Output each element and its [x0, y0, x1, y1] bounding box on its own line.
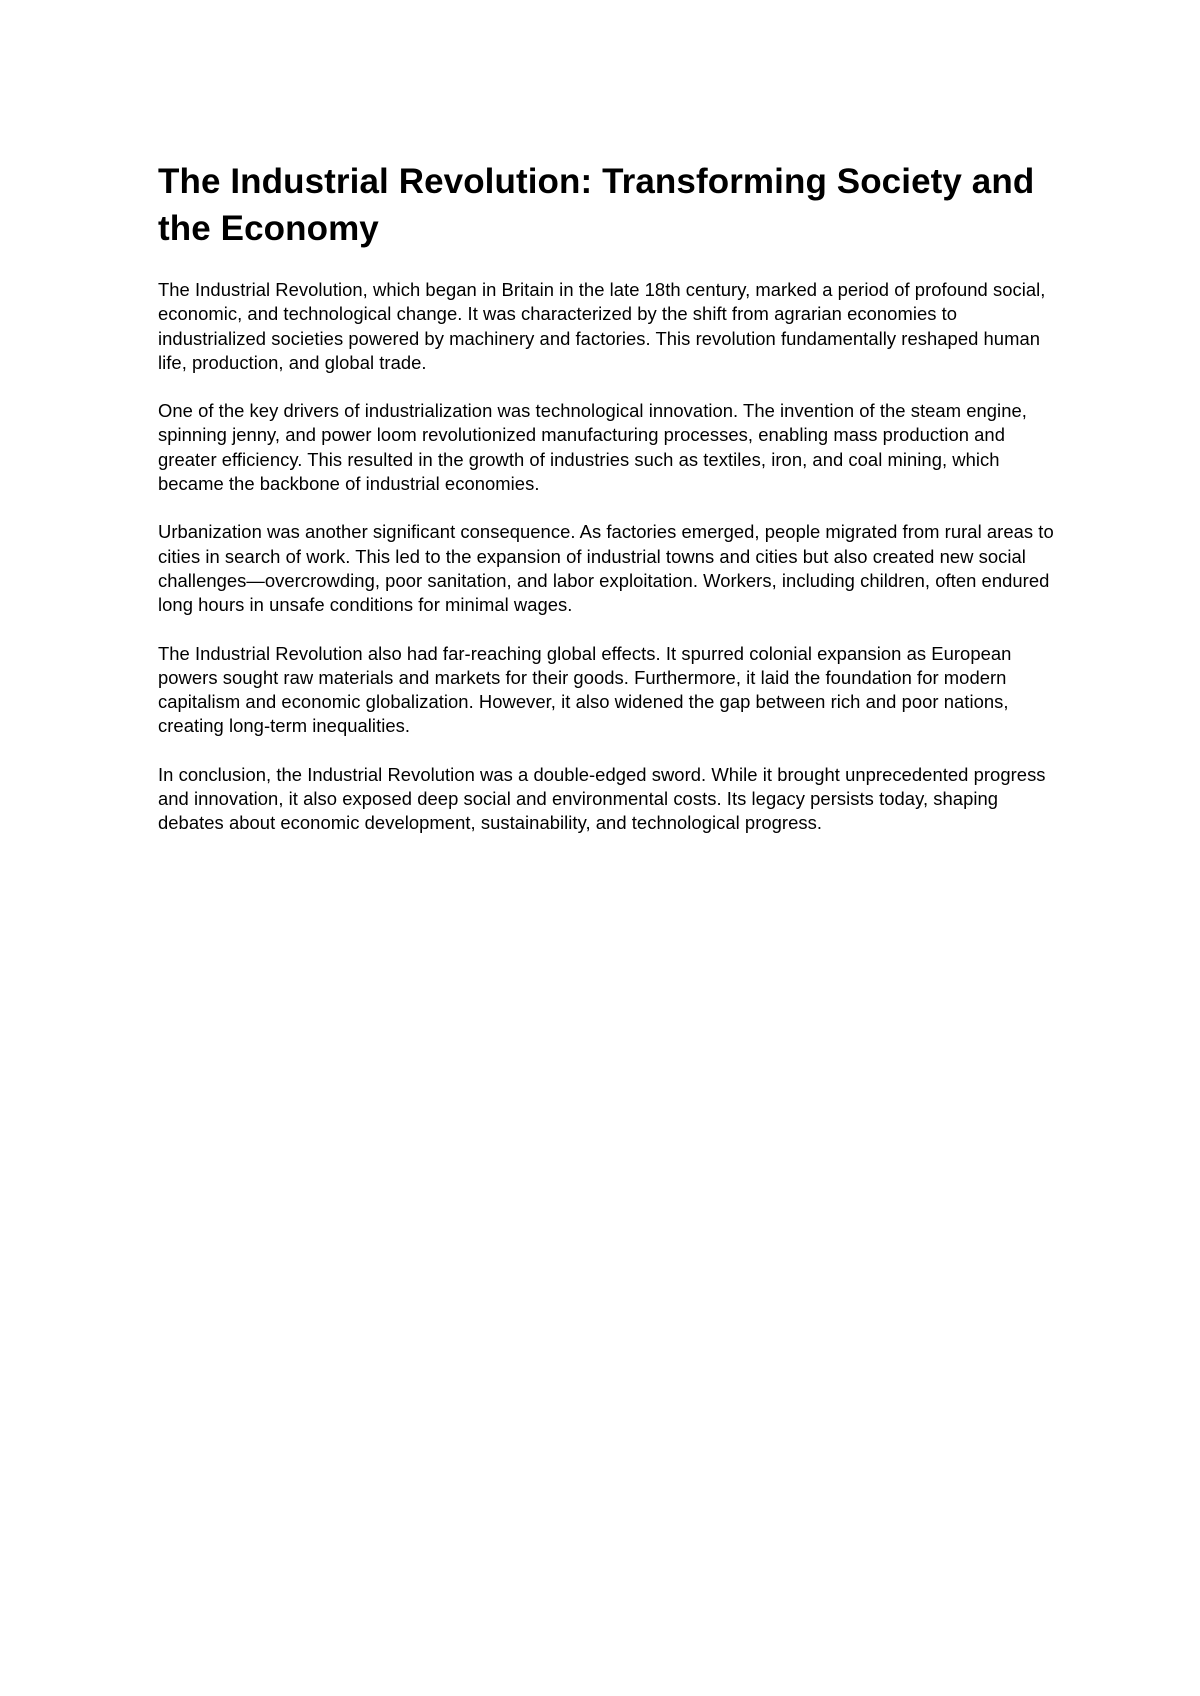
paragraph-conclusion: In conclusion, the Industrial Revolution was a double-edged sword. While it brought unprecedented progress and innovation, it also exposed deep social and environmental costs. Its legacy persists today, shaping debates about economic development, sustainability, and technological progress. — [158, 763, 1046, 834]
paragraph-urbanization: Urbanization was another significant consequence. As factories emerged, people migrated from rural areas to cities in search of work. This led to the expansion of industrial towns and cities but also created new social challenges—overcrowding, poor sanitation, and labor exploitation. Workers, including children, often endured long hours in unsafe conditions for minimal wages. — [158, 521, 1054, 616]
document-body — [158, 158, 1058, 860]
paragraph-intro: The Industrial Revolution, which began in Britain in the late 18th century, marked a period of profound social, economic, and technological change. It was characterized by the shift from agrarian economies to industrialized societies powered by machinery and factories. This revolution fundamentally reshaped human life, production, and global trade. — [158, 279, 1046, 373]
document-title: The Industrial Revolution: Transforming Society and the Economy — [158, 162, 1035, 248]
paragraph-technology: One of the key drivers of industrialization was technological innovation. The invention of the steam engine, spinning jenny, and power loom revolutionized manufacturing processes, enabling mass production and greater efficiency. This resulted in the growth of industries such as textiles, iron, and coal mining, which became the backbone of industrial economies. — [158, 400, 1027, 495]
paragraph-global-effects: The Industrial Revolution also had far-reaching global effects. It spurred colonial expansion as European powers sought raw materials and markets for their goods. Furthermore, it laid the foundation for modern capitalism and economic globalization. However, it also widened the gap between rich and poor nations, creating long-term inequalities. — [158, 642, 1012, 737]
